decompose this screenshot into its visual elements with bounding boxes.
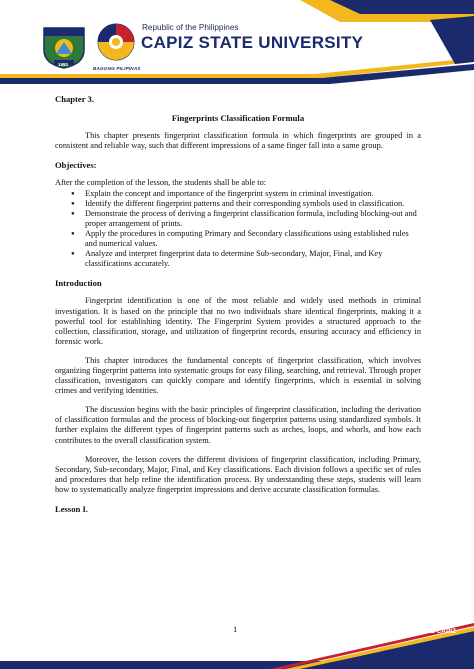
lesson-heading: Lesson I.	[55, 504, 88, 514]
objectives-lead: After the completion of the lesson, the students shall be able to:	[55, 178, 267, 188]
letterhead	[0, 0, 474, 85]
paragraph: The discussion begins with the basic principles of fingerprint classification, including the derivation of classification formulas and the process of blocking-out fingerprint patterns using standardized symbols. It further explains the different types of fingerprint patterns such as arches, loops, and whorls, and how each contributes to the overall classification system.	[55, 405, 421, 445]
university-name: CAPIZ STATE UNIVERSITY	[141, 33, 364, 52]
seal-year: 1980	[58, 62, 69, 67]
introduction-heading: Introduction	[55, 278, 102, 289]
page-number: 1	[233, 624, 238, 634]
document-body	[55, 94, 421, 522]
intro-paragraph: This chapter presents fingerprint classification formula in which fingerprints are grouped in a consistent and reliable way, such that different impressions of a same finger fall into a same group.	[55, 131, 421, 151]
objectives-heading: Objectives:	[55, 160, 97, 171]
list-item: ● Identify the different fingerprint patterns and their corresponding symbols used in classification.	[75, 199, 421, 209]
paragraph: Moreover, the lesson covers the different divisions of fingerprint classification, including Primary, Secondary, Sub-secondary, Major, Final, and Key classifications. Each division follows a specific set of rules and procedures that help refine the identification process. By understanding these steps, students will learn how to systematically analyze fingerprint impressions and derive accurate classification formulas.	[55, 454, 421, 494]
footer-slogan: RISE CAPSU, RISE CAPIZ	[376, 628, 456, 635]
footer-band	[0, 609, 474, 669]
republic-line: Republic of the Philippines	[142, 23, 239, 32]
list-item: ● Demonstrate the process of deriving a fingerprint classification formula, including blocking-out and proper arrangement of prints.	[75, 209, 421, 229]
paragraph: Fingerprint identification is one of the most reliable and widely used methods in criminal investigation. It is based on the principle that no two individuals share identical fingerprints, making it a powerful tool for establishing identity. The Fingerprint System provides a structured approach to the collection, classification, storage, and utilization of fingerprint records, ensuring accuracy and efficiency in forensic work.	[55, 296, 421, 346]
document-title: Fingerprints Classification Formula	[171, 113, 305, 124]
seal-top-text: Capiz State University	[46, 23, 82, 27]
list-item: ● Analyze and interpret fingerprint data to determine Sub-secondary, Major, Final, and Key classifications accurately.	[75, 249, 421, 269]
list-item: ● Apply the procedures in computing Primary and Secondary classifications using established rules and numerical values.	[75, 229, 421, 249]
bagong-pilipinas-text: BAGONG PILIPINAS	[93, 66, 141, 71]
objectives-list	[55, 189, 421, 270]
bagong-pilipinas-logo-icon	[96, 22, 136, 62]
paragraph: This chapter introduces the fundamental concepts of fingerprint classification, which involves organizing fingerprint patterns into systematic groups for easy filing, searching, and retrieval. Through proper classification, investigators can quickly compare and identify fingerprints, which is essential in solving crimes and verifying identities.	[55, 355, 421, 396]
chapter-label: Chapter 3.	[55, 94, 94, 104]
list-item: ● Explain the concept and importance of the fingerprint system in criminal investigation.	[75, 189, 421, 199]
